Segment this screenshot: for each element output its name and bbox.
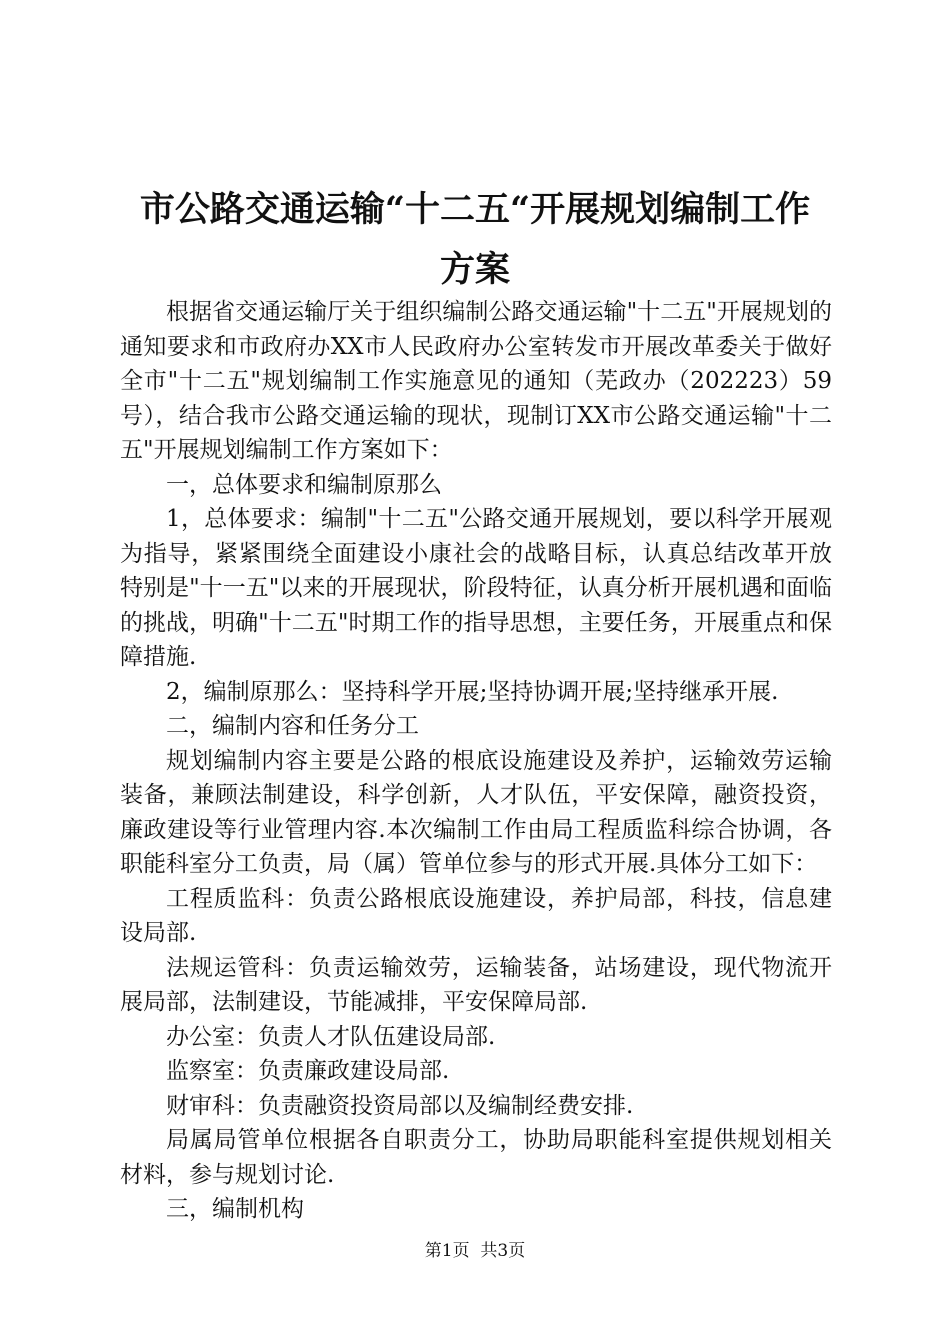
document-body bbox=[120, 295, 832, 1227]
paragraph-content: 规划编制内容主要是公路的根底设施建设及养护，运输效劳运输装备，兼顾法制建设，科学创新，人才队伍，平安保障，融资投资，廉政建设等行业管理内容.本次编制工作由局工程质监科综合协调，各职能科室分工负责，局（属）管单位参与的形式开展.具体分工如下： bbox=[120, 747, 832, 877]
document-title-line-1: 市公路交通运输“十二五“开展规划编制工作 bbox=[139, 189, 811, 230]
document-title-line-2: 方案 bbox=[439, 249, 510, 290]
paragraph-supervision: 监察室：负责廉政建设局部. bbox=[166, 1058, 450, 1084]
heading-section-3: 三，编制机构 bbox=[166, 1196, 304, 1222]
paragraph-engineering-section: 工程质监科：负责公路根底设施建设，养护局部，科技，信息建设局部. bbox=[120, 885, 832, 946]
paragraph-intro: 根据省交通运输厅关于组织编制公路交通运输"十二五"开展规划的通知要求和市政府办XX市人民政府办公室转发市开展改革委关于做好全市"十二五"规划编制工作实施意见的通知（芜政办（202223）59号），结合我市公路交通运输的现状，现制订XX市公路交通运输"十二五"开展规划编制工作方案如下： bbox=[120, 299, 832, 463]
page-number: 第1页 bbox=[424, 1241, 470, 1261]
paragraph-regulation-section: 法规运管科：负责运输效劳，运输装备，站场建设，现代物流开展局部，法制建设，节能减排，平安保障局部. bbox=[120, 954, 832, 1015]
paragraph-office: 办公室：负责人才队伍建设局部. bbox=[166, 1023, 496, 1050]
paragraph-finance: 财审科：负责融资投资局部以及编制经费安排. bbox=[166, 1092, 634, 1119]
heading-section-1: 一，总体要求和编制原那么 bbox=[166, 471, 442, 498]
paragraph-principles: 2，编制原那么：坚持科学开展;坚持协调开展;坚持继承开展. bbox=[166, 678, 779, 705]
paragraph-overall-requirements: 1，总体要求：编制"十二五"公路交通开展规划，要以科学开展观为指导，紧紧围绕全面建设小康社会的战略目标，认真总结改革开放特别是"十一五"以来的开展现状，阶段特征，认真分析开展机遇和面临的挑战，明确"十二五"时期工作的指导思想，主要任务，开展重点和保障措施. bbox=[120, 506, 832, 670]
page-footer bbox=[0, 1239, 950, 1263]
heading-section-2: 二，编制内容和任务分工 bbox=[166, 713, 419, 739]
paragraph-affiliated-units: 局属局管单位根据各自职责分工，协助局职能科室提供规划相关材料，参与规划讨论. bbox=[120, 1127, 832, 1188]
page-total: 共3页 bbox=[480, 1241, 526, 1261]
